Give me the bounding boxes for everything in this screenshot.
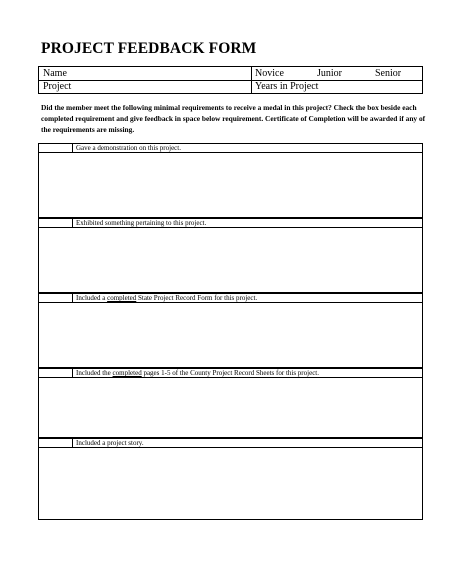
member-info-table [38, 66, 423, 94]
level-novice[interactable]: Novice [255, 68, 284, 79]
requirement-header [39, 294, 422, 303]
name-label: Name [43, 68, 67, 79]
requirement-header [39, 439, 422, 448]
level-junior[interactable]: Junior [317, 68, 342, 79]
years-in-project-label: Years in Project [255, 81, 319, 92]
requirement-checkbox[interactable] [39, 439, 73, 447]
feedback-area[interactable] [39, 228, 422, 292]
requirement-label: Exhibited something pertaining to this project. [76, 219, 207, 227]
requirement-label: Included a project story. [76, 439, 144, 447]
info-row-name [39, 67, 422, 81]
requirement-checkbox[interactable] [39, 219, 73, 227]
requirement-label: Included the completed pages 1-5 of the County Project Record Sheets for this project. [76, 369, 319, 377]
requirement-checkbox[interactable] [39, 144, 73, 152]
requirement-header [39, 369, 422, 378]
feedback-area[interactable] [39, 378, 422, 437]
project-label: Project [43, 81, 72, 92]
requirement-label: Gave a demonstration on this project. [76, 144, 181, 152]
requirement-section [38, 368, 423, 438]
requirement-label: Included a completed State Project Record Form for this project. [76, 294, 258, 302]
instructions-text: Did the member meet the following minimal requirements to receive a medal in this project? Check the box beside each completed requirement and give feedback in space below requirement. Certificate of Completion will be awarded if any of the requirements are missing. [41, 103, 426, 134]
form-title: PROJECT FEEDBACK FORM [41, 40, 257, 57]
requirement-checkbox[interactable] [39, 294, 73, 302]
requirement-section [38, 218, 423, 293]
requirement-header [39, 144, 422, 153]
requirement-section [38, 438, 423, 520]
requirement-checkbox[interactable] [39, 369, 73, 377]
requirement-section [38, 293, 423, 368]
requirement-section [38, 143, 423, 218]
level-senior[interactable]: Senior [375, 68, 402, 79]
feedback-area[interactable] [39, 448, 422, 519]
info-row-project [39, 80, 422, 93]
feedback-area[interactable] [39, 303, 422, 367]
requirement-header [39, 219, 422, 228]
feedback-area[interactable] [39, 153, 422, 217]
